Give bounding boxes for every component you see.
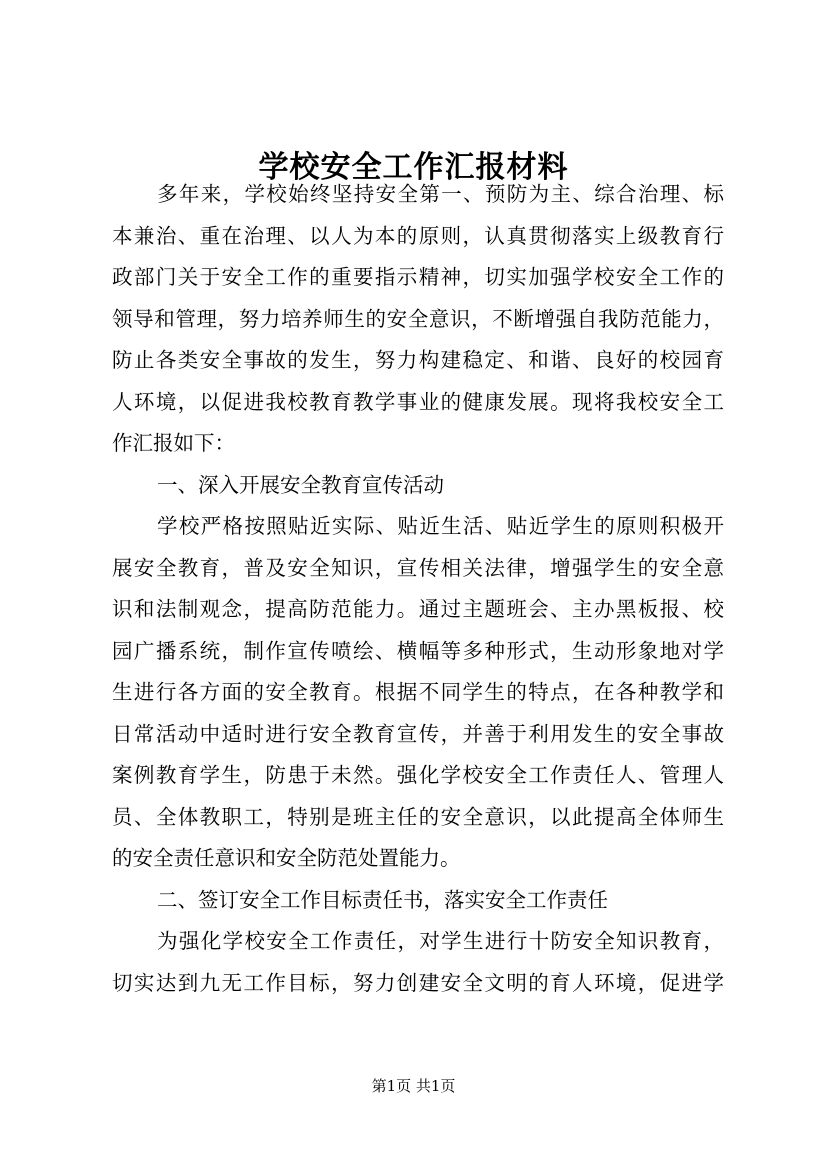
body-line: 防止各类安全事故的发生，努力构建稳定、和谐、良好的校园育 (112, 348, 724, 372)
body-line: 案例教育学生，防患于未然。强化学校安全工作责任人、管理人 (112, 763, 724, 787)
body-line: 日常活动中适时进行安全教育宣传，并善于利用发生的安全事故 (112, 721, 724, 746)
body-line: 政部门关于安全工作的重要指示精神，切实加强学校安全工作的 (112, 265, 724, 289)
body-line: 园广播系统，制作宣传喷绘、横幅等多种形式，生动形象地对学 (112, 638, 724, 663)
body-line: 员、全体教职工，特别是班主任的安全意识，以此提高全体师生 (112, 804, 724, 829)
body-line: 学校严格按照贴近实际、贴近生活、贴近学生的原则积极开 (157, 514, 724, 538)
section-heading: 二、签订安全工作目标责任书，落实安全工作责任 (157, 887, 608, 912)
body-line: 领导和管理，努力培养师生的安全意识，不断增强自我防范能力， (112, 306, 724, 331)
document-body (112, 174, 724, 1004)
body-line: 为强化学校安全工作责任，对学生进行十防安全知识教育， (157, 929, 724, 953)
section-heading: 一、深入开展安全教育宣传活动 (157, 472, 444, 497)
document-title: 学校安全工作汇报材料 (258, 150, 569, 185)
body-line: 人环境，以促进我校教育教学事业的健康发展。现将我校安全工 (112, 389, 724, 414)
body-line: 识和法制观念，提高防范能力。通过主题班会、主办黑板报、校 (112, 597, 724, 621)
body-line: 切实达到九无工作目标，努力创建安全文明的育人环境，促进学 (112, 970, 724, 995)
body-line: 展安全教育，普及安全知识，宣传相关法律，增强学生的安全意 (112, 555, 724, 580)
body-line: 本兼治、重在治理、以人为本的原则，认真贯彻落实上级教育行 (112, 223, 724, 248)
body-line: 生进行各方面的安全教育。根据不同学生的特点，在各种教学和 (112, 680, 724, 704)
page-footer: 第1页 共1页 (371, 1077, 456, 1095)
body-line: 作汇报如下： (112, 431, 235, 455)
body-line: 多年来，学校始终坚持安全第一、预防为主、综合治理、标 (157, 182, 724, 206)
body-line: 的安全责任意识和安全防范处置能力。 (112, 846, 461, 870)
